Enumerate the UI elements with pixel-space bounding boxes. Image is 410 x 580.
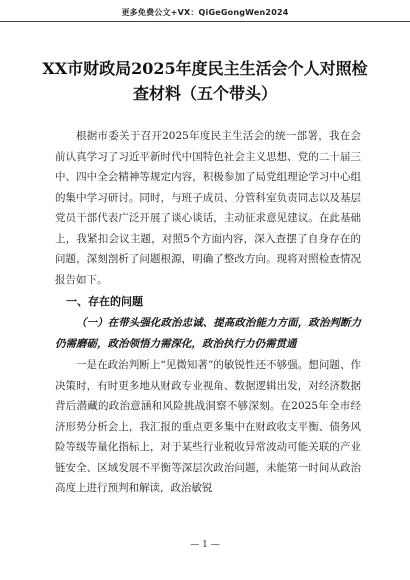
page-number: — 1 — [190,540,220,550]
page-header [0,0,410,22]
header-divider [0,21,410,22]
document-title: XX市财政局2025年度民主生活会个人对照检查材料（五个带头） [42,59,368,103]
subsection-heading: （一）在带头强化政治忠诚、提高政治能力方面，政治判断力仍需磨砺，政治领悟力需深化，政治执行力仍需贯通 [55,317,361,350]
intro-paragraph: 根据市委关于召开2025年度民主生活会的统一部署，我在会前认真学习了习近平新时代中国特色社会主义思想、党的二十届三中、四中全会精神等规定内容，积极参加了局党组理论学习中心组的集中学习研讨。同时，与班子成员、分管科室负责同志以及基层党员干部代表广泛开展了谈心谈话，主动征求意见建议。在此基础上，我紧扣会议主题，对照5个方面内容，深入查摆了自身存在的问题，深刻剖析了问题根源，明确了整改方向。现将对照检查情况报告如下。 [55,130,361,286]
document-body [55,126,361,499]
section-heading: 一、存在的问题 [66,295,143,308]
body-paragraph: 一是在政治判断上“见微知著”的敏锐性还不够强。想问题、作决策时，有时更多地从财政专业视角、数据逻辑出发，对经济数据背后潜藏的政治意涵和风险挑战洞察不够深刻。在2025年全市经济形势分析会上，我汇报的重点更多集中在财政收支平衡、债务风险等级等量化指标上，对于某些行业税收异常波动可能关联的产业链安全、区域发展不平衡等深层次政治问题，未能第一时间从政治高度上进行预判和解读，政治敏锐 [55,359,361,494]
header-text: 更多免费公文+VX：QiGeGongWen2024 [121,8,289,17]
